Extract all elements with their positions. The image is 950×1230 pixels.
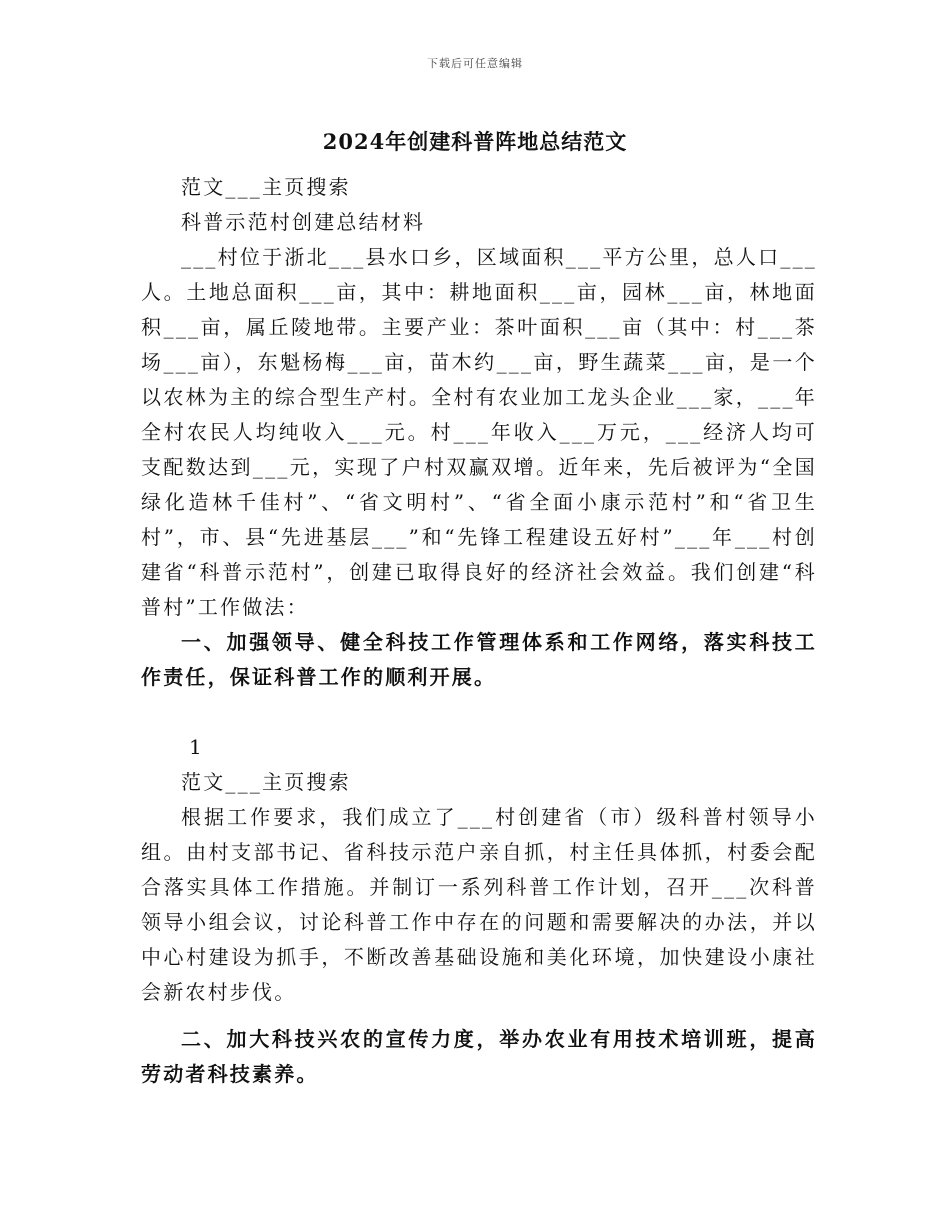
body-block-3 [141,1022,817,1092]
paragraph: ___村位于浙北___县水口乡，区域面积___平方公里，总人口___人。土地总面积___亩，其中：耕地面积___亩，园林___亩，林地面积___亩，属丘陵地带。主要产业：茶叶面积___亩（其中：村___茶场___亩），东魁杨梅___亩，苗木约___亩，野生蔬菜___亩，是一个以农林为主的综合型生产村。全村有农业加工龙头企业___家，___年全村农民人均纯收入___元。村___年收入___万元，___经济人均可支配数达到___元，实现了户村双赢双增。近年来，先后被评为“全国绿化造林千佳村”、“省文明村”、“省全面小康示范村”和“省卫生村”，市、县“先进基层___”和“先锋工程建设五好村”___年___村创建省“科普示范村”，创建已取得良好的经济社会效益。我们创建“科普村”工作做法： [141,245,817,619]
section-heading: 一、加强领导、健全科技工作管理体系和工作网络，落实科技工作责任，保证科普工作的顺利开展。 [141,630,817,689]
page-number: 1 [189,735,204,759]
body-block-1 [141,170,817,695]
document-title: 2024年创建科普阵地总结范文 [322,129,628,154]
header-note: 下载后可任意编辑 [427,57,523,70]
body-block-2 [141,730,817,1010]
paragraph: 根据工作要求，我们成立了___村创建省（市）级科普村领导小组。由村支部书记、省科技示范户亲自抓，村主任具体抓，村委会配合落实具体工作措施。并制订一系列科普工作计划，召开___次科普领导小组会议，讨论科普工作中存在的问题和需要解决的办法，并以中心村建设为抓手，不断改善基础设施和美化环境，加快建设小康社会新农村步伐。 [141,805,817,1004]
paragraph: 范文___主页搜索 [181,770,351,794]
paragraph: 范文___主页搜索 [181,175,351,199]
paragraph: 科普示范村创建总结材料 [181,210,426,234]
section-heading: 二、加大科技兴农的宣传力度，举办农业有用技术培训班，提高劳动者科技素养。 [141,1027,817,1086]
